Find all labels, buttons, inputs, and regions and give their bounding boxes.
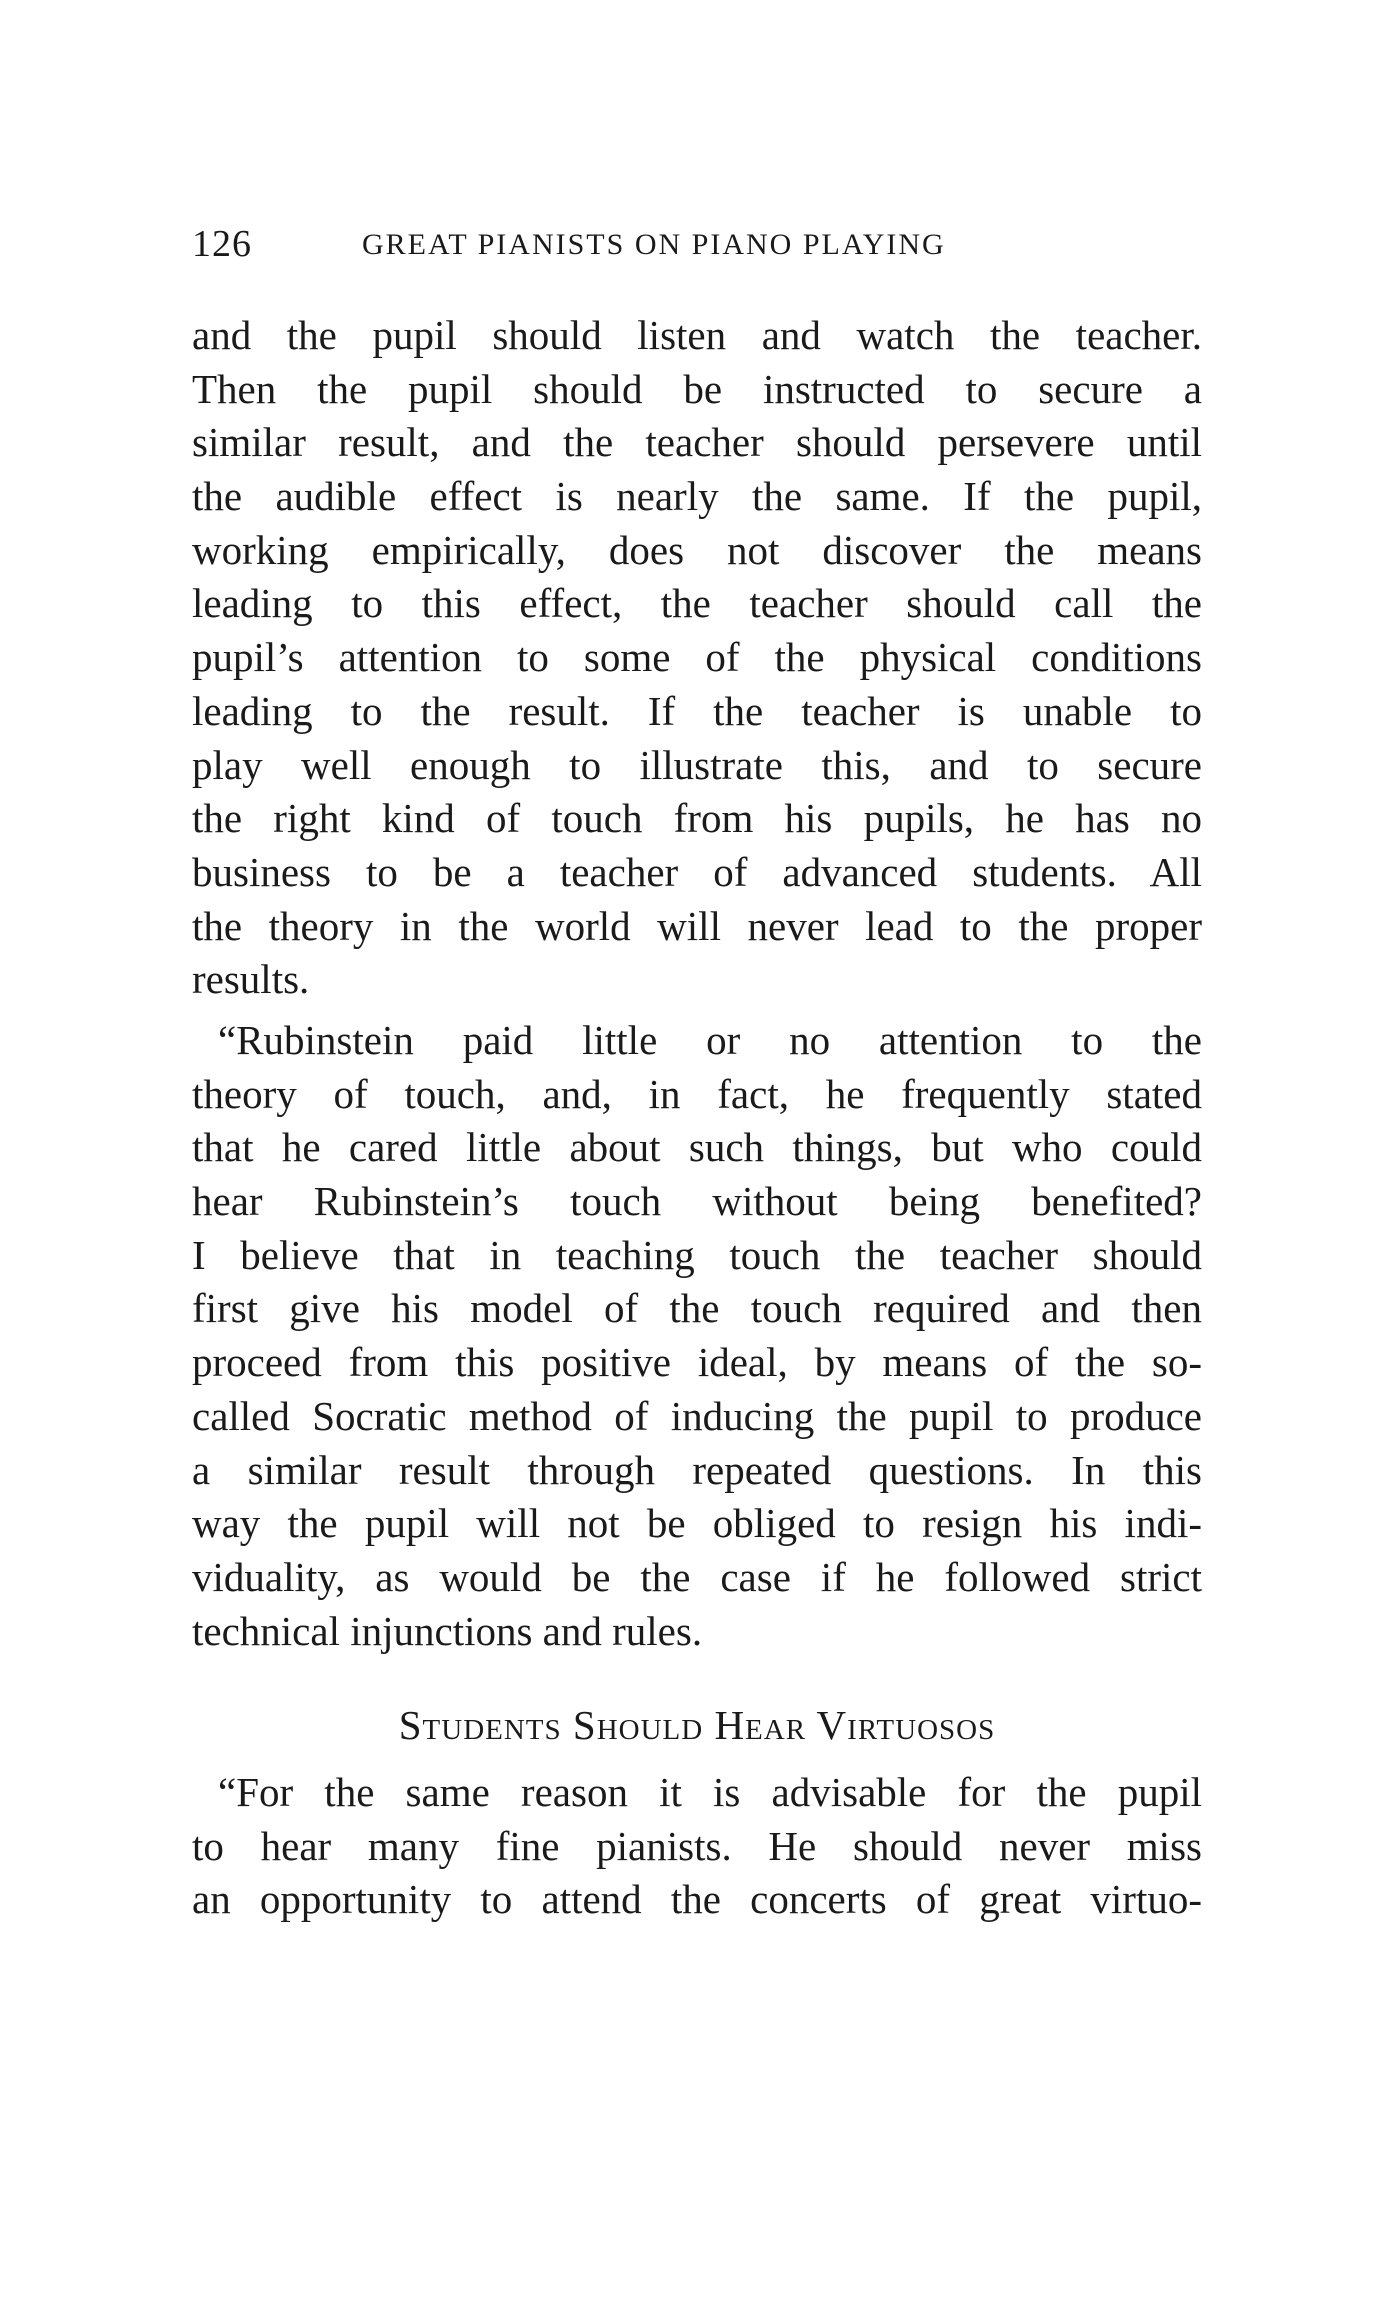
text-line: pupil’s attention to some of the physical conditions: [192, 634, 1202, 681]
text-line: the right kind of touch from his pupils, he has no: [192, 795, 1202, 842]
text-line: Then the pupil should be instructed to secure a: [192, 365, 1202, 412]
text-line: the audible effect is nearly the same. If the pupil,: [192, 473, 1202, 520]
text-line: the theory in the world will never lead to the proper: [192, 902, 1202, 949]
running-head-title: GREAT PIANISTS ON PIANO PLAYING: [362, 228, 946, 261]
text-line: business to be a teacher of advanced students. All: [192, 848, 1202, 895]
text-line: technical injunctions and rules.: [192, 1607, 703, 1654]
text-line: a similar result through repeated questions. In this: [192, 1446, 1202, 1493]
running-head: [192, 222, 1202, 282]
text-line: “Rubinstein paid little or no attention to the: [218, 1017, 1202, 1063]
text-line: and the pupil should listen and watch the teacher.: [192, 312, 1202, 358]
text-line: hear Rubinstein’s touch without being benefited?: [192, 1178, 1202, 1225]
text-line: similar result, and the teacher should persevere until: [192, 419, 1202, 466]
text-line: play well enough to illustrate this, and to secure: [192, 741, 1202, 788]
page-number: 126: [192, 223, 252, 265]
text-line: working empirically, does not discover the means: [192, 526, 1202, 573]
text-line: leading to this effect, the teacher should call the: [192, 580, 1202, 627]
text-line: “For the same reason it is advisable for the pupil: [218, 1769, 1202, 1815]
paragraph-1: [192, 309, 1202, 1007]
text-line: results.: [192, 956, 310, 1003]
text-line: way the pupil will not be obliged to resign his indi-: [192, 1500, 1202, 1547]
text-line: that he cared little about such things, but who could: [192, 1124, 1202, 1171]
section-heading: Students Should Hear Virtuosos: [398, 1702, 996, 1748]
paragraph-2: [192, 1014, 1202, 1658]
text-line: first give his model of the touch required and then: [192, 1285, 1202, 1332]
paragraph-3: [192, 1766, 1202, 1927]
text-line: viduality, as would be the case if he followed strict: [192, 1553, 1202, 1600]
text-line: proceed from this positive ideal, by means of the so-: [192, 1339, 1202, 1386]
text-line: to hear many fine pianists. He should never miss: [192, 1822, 1202, 1869]
text-line: leading to the result. If the teacher is unable to: [192, 687, 1202, 734]
text-line: called Socratic method of inducing the pupil to produce: [192, 1392, 1202, 1439]
text-line: I believe that in teaching touch the teacher should: [192, 1231, 1202, 1278]
text-line: an opportunity to attend the concerts of great virtuo-: [192, 1876, 1202, 1923]
text-line: theory of touch, and, in fact, he frequently stated: [192, 1070, 1202, 1117]
